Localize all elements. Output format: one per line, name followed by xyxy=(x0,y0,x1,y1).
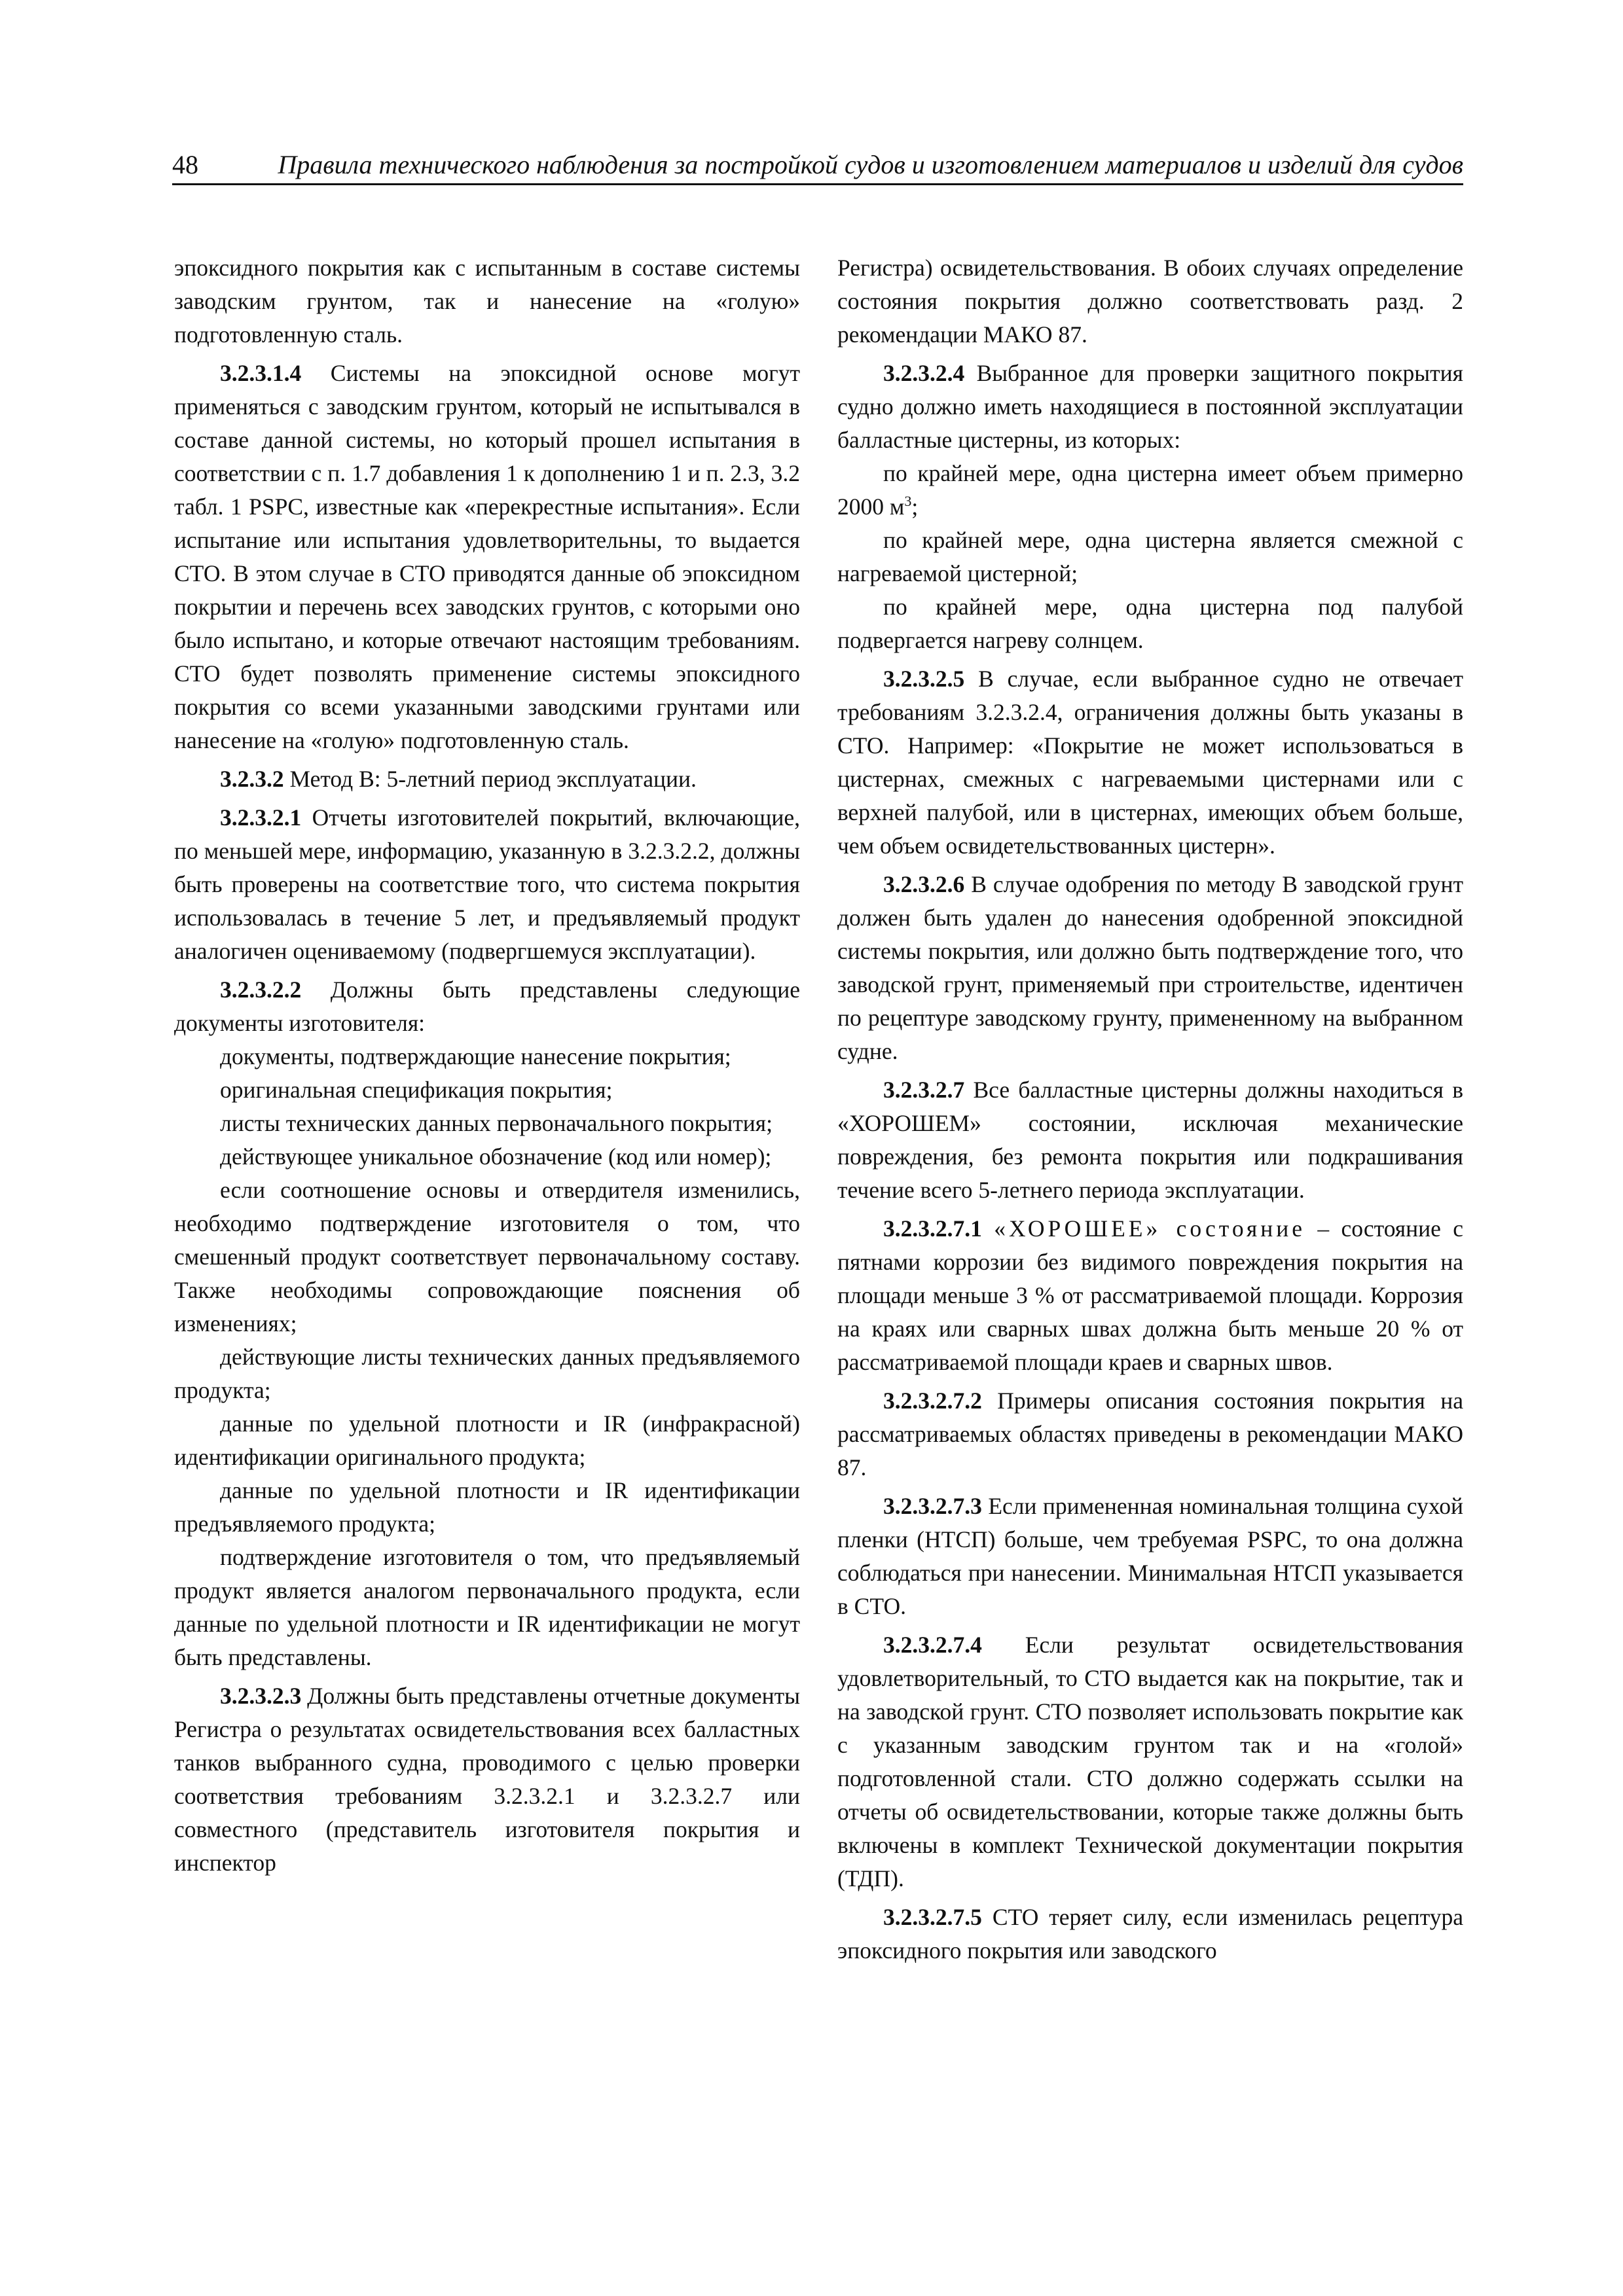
paragraph xyxy=(174,251,800,351)
section-number: 3.2.3.1.4 xyxy=(220,360,302,386)
paragraph xyxy=(174,801,800,968)
paragraph xyxy=(174,973,800,1040)
paragraph-text: В случае, если выбранное судно не отвечает требованиям 3.2.3.2.4, ограничения должны быть указаны в СТО. Например: «Покрытие не может использоваться в цистернах, смежных с нагреваемыми цистернами или с верхней палубой, или в цистернах, имеющих объем больше, чем объем освидетельствованных цистерн». xyxy=(837,666,1463,859)
paragraph-text: по крайней мере, одна цистерна имеет объем примерно 2000 м xyxy=(837,460,1463,520)
paragraph-text: данные по удельной плотности и IR (инфракрасной) идентификации оригинального продукта; xyxy=(174,1410,800,1470)
paragraph xyxy=(837,662,1463,863)
paragraph-text: Метод В: 5-летний период эксплуатации. xyxy=(289,766,697,792)
paragraph xyxy=(837,1384,1463,1484)
paragraph xyxy=(174,1474,800,1541)
paragraph-text: Регистра) освидетельствования. В обоих случаях определение состояния покрытия должно соответствовать разд. 2 рекомендации МАКО 87. xyxy=(837,255,1463,348)
paragraph-text: подтверждение изготовителя о том, что предъявляемый продукт является аналогом первоначального продукта, если данные по удельной плотности и IR идентификации не могут быть представлены. xyxy=(174,1544,800,1670)
paragraph-text: Должны быть представлены отчетные документы Регистра о результатах освидетельствования всех балластных танков выбранного судна, проводимого с целью проверки соответствия требованиям 3.2.3.2.1 и 3.2.3.2.7 или совместного (представитель изготовителя покрытия и инспектор xyxy=(174,1683,800,1876)
paragraph-text: В случае одобрения по методу В заводской грунт должен быть удален до нанесения одобренной эпоксидной системы покрытия, или должно быть подтверждение того, что заводской грунт, применяемый при строительстве, идентичен по рецептуре заводскому грунту, примененному на выбранном судне. xyxy=(837,871,1464,1064)
section-number: 3.2.3.2.7.2 xyxy=(883,1388,982,1414)
paragraph-text: Если примененная номинальная толщина сухой пленки (НТСП) больше, чем требуемая PSPC, то она должна соблюдаться при нанесении. Минимальная НТСП указывается в СТО. xyxy=(837,1493,1463,1619)
paragraph-text: по крайней мере, одна цистерна под палубой подвергается нагреву солнцем. xyxy=(837,594,1463,653)
paragraph-text: Все балластные цистерны должны находиться в «ХОРОШЕМ» состоянии, исключая механические повреждения, без ремонта покрытия или подкрашивания течение всего 5-летнего периода эксплуатации. xyxy=(837,1077,1463,1203)
paragraph xyxy=(174,762,800,796)
paragraph-text: СТО теряет силу, если изменилась рецептура эпоксидного покрытия или заводского xyxy=(837,1904,1463,1964)
paragraph xyxy=(837,457,1463,524)
paragraph-text: Системы на эпоксидной основе могут применяться с заводским грунтом, который не испытывался в составе данной системы, но который прошел испытания в соответствии с п. 1.7 добавления 1 к дополнению 1 и п. 2.3, 3.2 табл. 1 PSPC, известные как «перекрестные испытания». Если испытание или испытания удовлетворительны, то выдается СТО. В этом случае в СТО приводятся данные об эпоксидном покрытии и перечень всех заводских грунтов, с которыми оно было испытано, и которые отвечают настоящим требованиям. СТО будет позволять применение системы эпоксидного покрытия со всеми указанными заводскими грунтами или нанесение на «голую» подготовленную сталь. xyxy=(174,360,800,753)
paragraph-text: если соотношение основы и отвердителя изменились, необходимо подтверждение изготовителя о том, что смешенный продукт соответствует первоначальному составу. Также необходимы сопровождающие пояснения об изменениях; xyxy=(174,1177,800,1336)
paragraph xyxy=(174,1073,800,1107)
paragraph xyxy=(837,357,1463,457)
paragraph-text: эпоксидного покрытия как с испытанным в составе системы заводским грунтом, так и нанесение на «голую» подготовленную сталь. xyxy=(174,255,800,348)
page-number: 48 xyxy=(172,150,198,179)
paragraph-text: Отчеты изготовителей покрытий, включающие, по меньшей мере, информацию, указанную в 3.2.3.2.2, должны быть проверены на соответствие того, что система покрытия использовалась в течение 5 лет, и предъявляемый продукт аналогичен оцениваемому (подвергшемуся эксплуатации). xyxy=(174,804,800,964)
spaced-term: «ХОРОШЕЕ» состояние xyxy=(994,1215,1305,1242)
section-number: 3.2.3.2.5 xyxy=(883,666,965,692)
paragraph-tail: ; xyxy=(911,493,919,520)
section-number: 3.2.3.2.2 xyxy=(220,977,302,1003)
paragraph-text: – состояние с пятнами коррозии без видимого повреждения покрытия на площади меньше 3 % от рассматриваемой площади. Коррозия на краях или сварных швах должна быть меньше 20 % от рассматриваемой площади краев и сварных швов. xyxy=(837,1215,1463,1375)
paragraph xyxy=(174,1140,800,1174)
paragraph xyxy=(837,1490,1463,1623)
paragraph xyxy=(837,1073,1463,1207)
superscript: 3 xyxy=(904,493,912,510)
paragraph xyxy=(174,1174,800,1340)
running-title: Правила технического наблюдения за постройкой судов и изготовлением материалов и изделий для судов xyxy=(278,150,1463,179)
section-number: 3.2.3.2.1 xyxy=(220,804,302,831)
paragraph-text: по крайней мере, одна цистерна является смежной с нагреваемой цистерной; xyxy=(837,527,1463,586)
section-number: 3.2.3.2.7.4 xyxy=(883,1632,982,1658)
paragraph xyxy=(837,1212,1463,1379)
right-column xyxy=(837,251,1463,1967)
paragraph xyxy=(837,524,1463,590)
section-number: 3.2.3.2.6 xyxy=(883,871,965,897)
paragraph xyxy=(174,1107,800,1140)
paragraph-text: Должны быть представлены следующие документы изготовителя: xyxy=(174,977,800,1036)
section-number: 3.2.3.2.7.3 xyxy=(883,1493,982,1519)
paragraph xyxy=(174,1679,800,1880)
running-header xyxy=(172,145,1463,185)
section-number: 3.2.3.2.7.1 xyxy=(883,1215,982,1242)
paragraph xyxy=(174,1407,800,1474)
header-rule xyxy=(172,183,1463,185)
paragraph-text: Если результат освидетельствования удовлетворительный, то СТО выдается как на покрытие, так и на заводской грунт. СТО позволяет использовать покрытие как с указанным заводским грунтом так и на «голой» подготовленной стали. СТО должно содержать ссылки на отчеты об освидетельствовании, которые также должны быть включены в комплект Технической документации покрытия (ТДП). xyxy=(837,1632,1464,1892)
paragraph xyxy=(174,1541,800,1674)
section-number: 3.2.3.2.3 xyxy=(220,1683,302,1709)
paragraph xyxy=(837,251,1463,351)
paragraph-text: оригинальная спецификация покрытия; xyxy=(220,1077,613,1103)
paragraph-text: Выбранное для проверки защитного покрытия судно должно иметь находящиеся в постоянной эксплуатации балластные цистерны, из которых: xyxy=(837,360,1463,453)
section-number: 3.2.3.2.7 xyxy=(883,1077,965,1103)
paragraph xyxy=(837,1628,1463,1895)
paragraph-text: действующие листы технических данных предъявляемого продукта; xyxy=(174,1344,800,1403)
paragraph xyxy=(837,1901,1463,1967)
paragraph-text: данные по удельной плотности и IR идентификации предъявляемого продукта; xyxy=(174,1477,800,1537)
section-number: 3.2.3.2.7.5 xyxy=(883,1904,982,1930)
paragraph xyxy=(174,357,800,757)
left-column xyxy=(174,251,800,1880)
paragraph-text: листы технических данных первоначального покрытия; xyxy=(220,1110,773,1136)
paragraph xyxy=(837,590,1463,657)
section-number: 3.2.3.2 xyxy=(220,766,284,792)
section-number: 3.2.3.2.4 xyxy=(883,360,965,386)
paragraph xyxy=(837,868,1463,1068)
paragraph-text: действующее уникальное обозначение (код или номер); xyxy=(220,1143,772,1170)
paragraph-text: Примеры описания состояния покрытия на рассматриваемых областях приведены в рекомендации МАКО 87. xyxy=(837,1388,1463,1480)
paragraph xyxy=(174,1340,800,1407)
paragraph xyxy=(174,1040,800,1073)
paragraph-text: документы, подтверждающие нанесение покрытия; xyxy=(220,1043,731,1069)
